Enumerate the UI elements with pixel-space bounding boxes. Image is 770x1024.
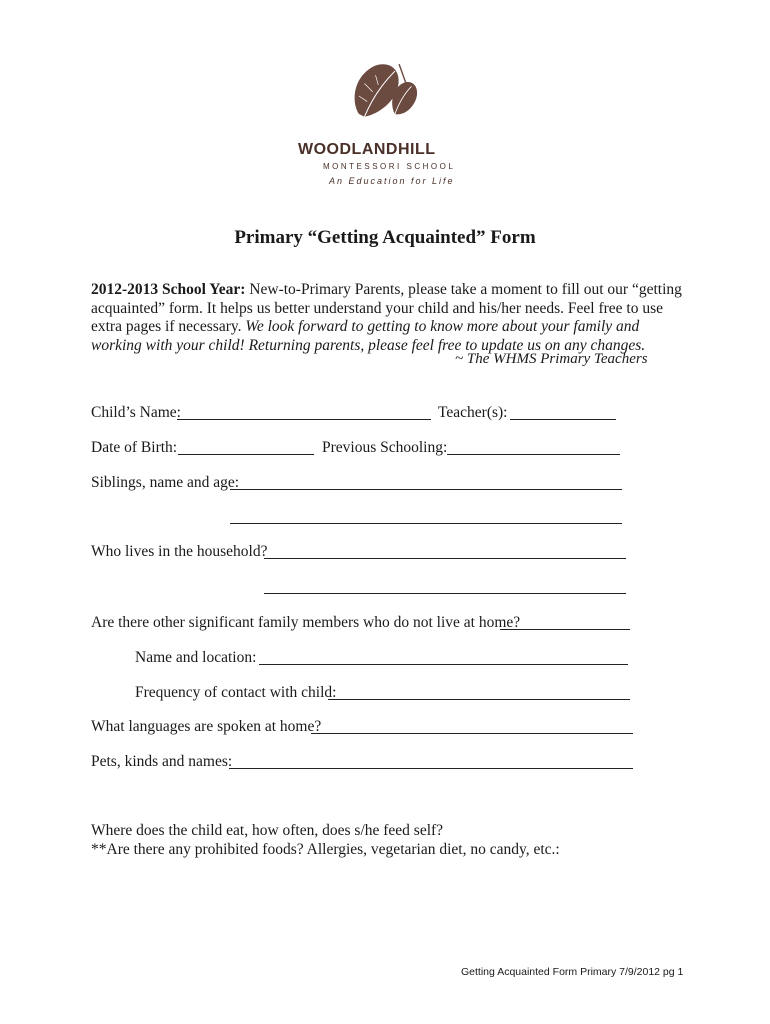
teachers-label: Teacher(s): bbox=[438, 404, 508, 421]
family-members-label: Are there other significant family members who do not live at home? bbox=[91, 614, 521, 631]
intro-italic: We look forward to getting to know more about your family and working with your child! Returning parents, please feel free to update us on any changes. bbox=[91, 318, 646, 354]
previous-schooling-label: Previous Schooling: bbox=[322, 439, 448, 456]
child-name-label: Child’s Name: bbox=[91, 404, 181, 421]
page-footer: Getting Acquainted Form Primary 7/9/2012 pg 1 bbox=[461, 966, 684, 978]
household-label: Who lives in the household? bbox=[91, 543, 268, 560]
siblings-label: Siblings, name and age: bbox=[91, 474, 240, 491]
languages-field[interactable] bbox=[311, 733, 633, 734]
name-location-label: Name and location: bbox=[135, 649, 257, 666]
logo-tagline: An Education for Life bbox=[329, 176, 455, 186]
intro-paragraph bbox=[91, 281, 691, 355]
school-logo-leaves bbox=[298, 60, 478, 150]
child-name-field[interactable] bbox=[177, 419, 431, 420]
frequency-field[interactable] bbox=[328, 699, 630, 700]
school-year-label: 2012-2013 School Year: bbox=[91, 281, 246, 298]
prohibited-foods-question: **Are there any prohibited foods? Allergies, vegetarian diet, no candy, etc.: bbox=[91, 841, 560, 858]
siblings-field[interactable] bbox=[230, 489, 622, 490]
leaf-icon bbox=[355, 64, 399, 117]
form-title: Primary “Getting Acquainted” Form bbox=[234, 227, 536, 248]
pets-label: Pets, kinds and names: bbox=[91, 753, 233, 770]
household-field[interactable] bbox=[264, 558, 626, 559]
pets-field[interactable] bbox=[229, 768, 633, 769]
intro-body: New-to-Primary Parents, please take a moment to fill out our “getting acquainted” form. It helps us better understand your child and his/her needs. Feel free to use extra pages if necessary. bbox=[91, 281, 682, 335]
teachers-field[interactable] bbox=[510, 419, 616, 420]
family-members-field[interactable] bbox=[500, 629, 630, 630]
dob-field[interactable] bbox=[178, 454, 314, 455]
siblings-field-2[interactable] bbox=[230, 523, 622, 524]
frequency-label: Frequency of contact with child: bbox=[135, 684, 337, 701]
household-field-2[interactable] bbox=[264, 593, 626, 594]
signature: ~ The WHMS Primary Teachers bbox=[455, 351, 648, 367]
previous-schooling-field[interactable] bbox=[447, 454, 620, 455]
eat-question: Where does the child eat, how often, does s/he feed self? bbox=[91, 822, 444, 839]
logo-subtitle: MONTESSORI SCHOOL bbox=[323, 162, 456, 171]
languages-label: What languages are spoken at home? bbox=[91, 718, 322, 735]
logo-name: WOODLANDHILL bbox=[298, 141, 436, 158]
dob-label: Date of Birth: bbox=[91, 439, 178, 456]
name-location-field[interactable] bbox=[259, 664, 628, 665]
